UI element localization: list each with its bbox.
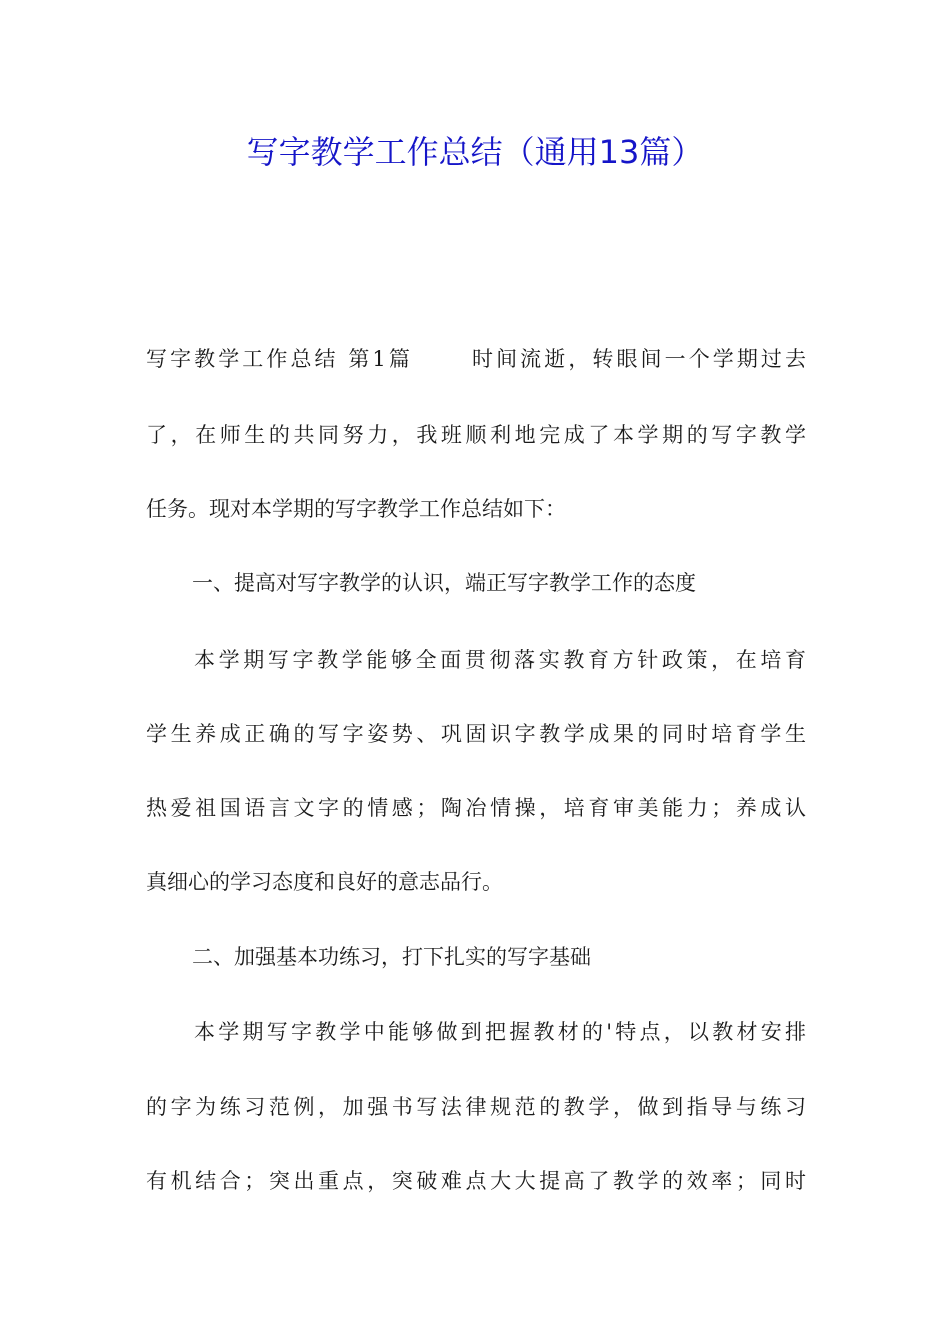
paragraph-line: 热爱祖国语言文字的情感；陶冶情操，培育审美能力；养成认 bbox=[146, 796, 806, 820]
paragraph-line: 有机结合；突出重点，突破难点大大提高了教学的效率；同时 bbox=[146, 1169, 806, 1193]
section-heading-label: 写字教学工作总结 第1篇 bbox=[146, 347, 413, 371]
paragraph-line: 的字为练习范例，加强书写法律规范的教学，做到指导与练习 bbox=[146, 1095, 806, 1119]
paragraph-line bbox=[146, 339, 806, 379]
paragraph-line: 了，在师生的共同努力，我班顺利地完成了本学期的写字教学 bbox=[146, 423, 806, 447]
paragraph-line: 学生养成正确的写字姿势、巩固识字教学成果的同时培育学生 bbox=[146, 722, 806, 746]
paragraph-text: 时间流逝，转眼间一个学期过去 bbox=[468, 347, 806, 371]
section-heading: 一、提高对写字教学的认识，端正写字教学工作的态度 bbox=[192, 571, 696, 595]
paragraph-line: 任务。现对本学期的写字教学工作总结如下： bbox=[146, 497, 566, 521]
section-heading: 二、加强基本功练习，打下扎实的写字基础 bbox=[192, 945, 591, 969]
paragraph-line: 本学期写字教学能够全面贯彻落实教育方针政策，在培育 bbox=[194, 648, 806, 672]
paragraph-line: 真细心的学习态度和良好的意志品行。 bbox=[146, 870, 503, 894]
document-title: 写字教学工作总结（通用13篇） bbox=[246, 133, 704, 171]
paragraph-line: 本学期写字教学中能够做到把握教材的'特点，以教材安排 bbox=[194, 1020, 806, 1044]
